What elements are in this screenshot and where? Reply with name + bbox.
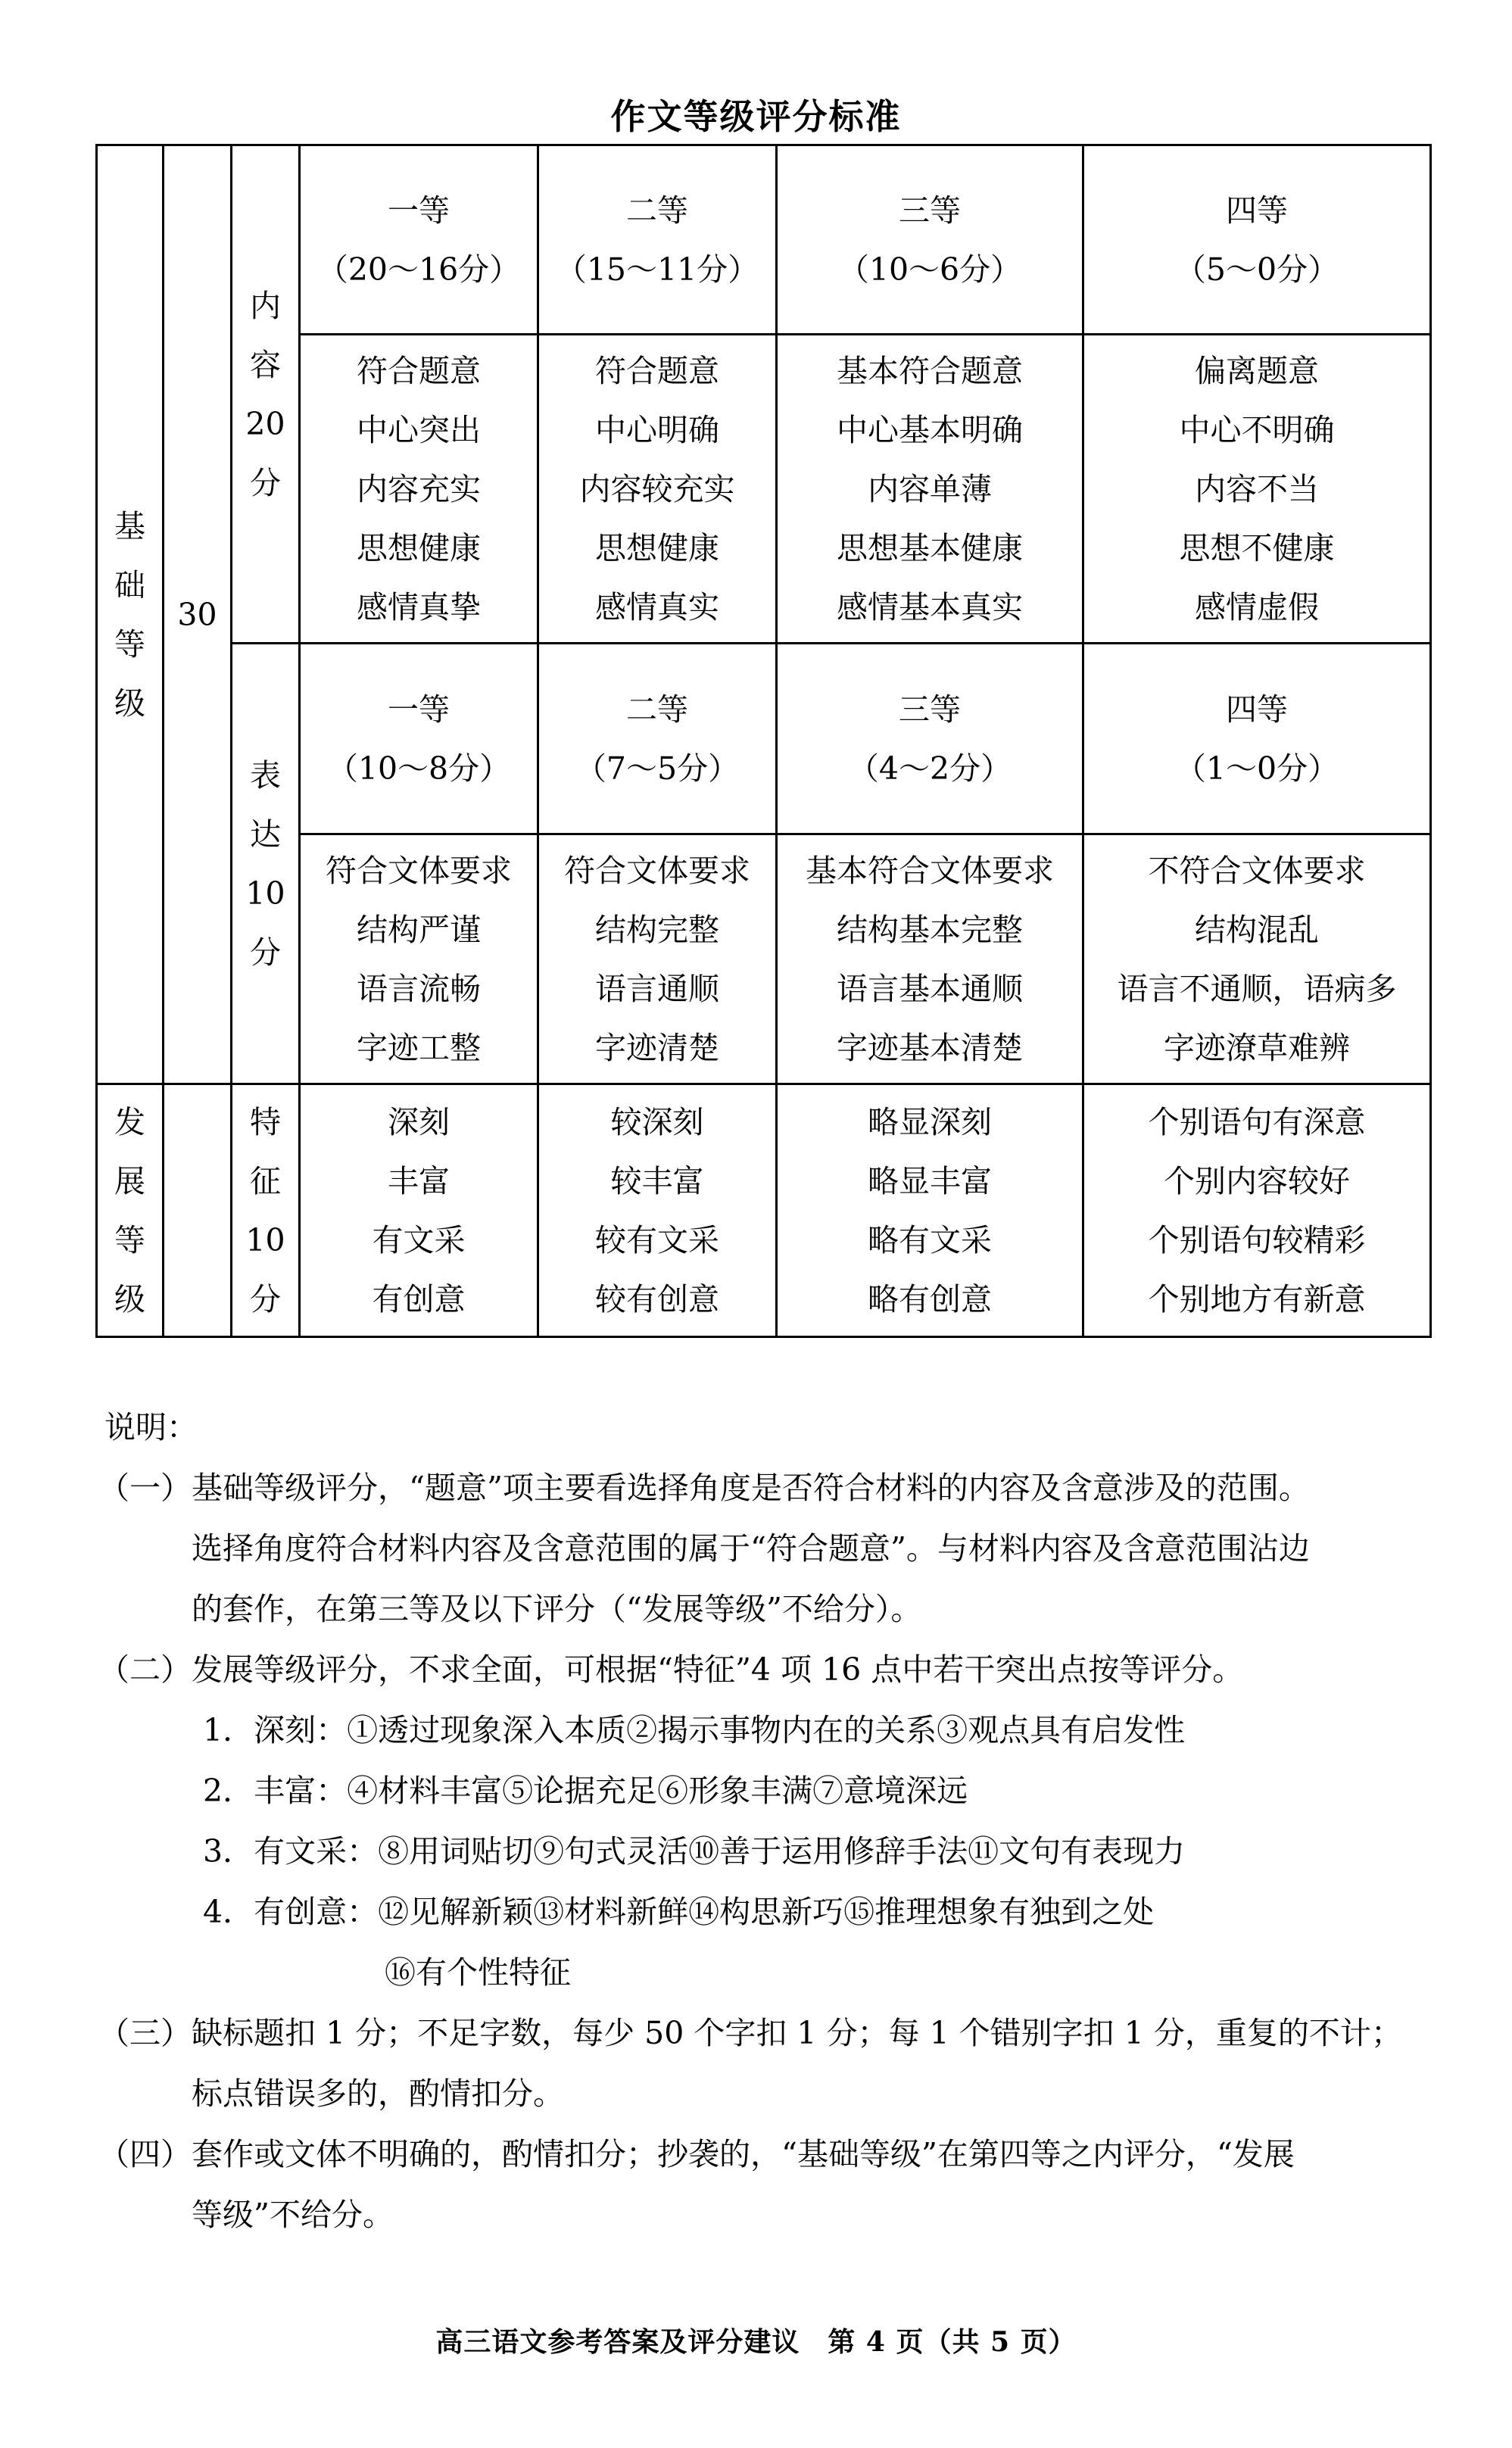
content-criteria-2: 符合题意 中心明确 内容较充实 思想健康 感情真实: [538, 335, 777, 644]
scoring-table: [95, 144, 1432, 1338]
content-label: 内 容 20 分: [232, 145, 300, 644]
note-2-item-2: 2．丰富：④材料丰富⑤论据充足⑥形象丰满⑦意境深远: [203, 1773, 968, 1809]
content-criteria-4: 偏离题意 中心不明确 内容不当 思想不健康 感情虚假: [1083, 335, 1431, 644]
expression-grade-3: 三等 （4～2分）: [777, 644, 1083, 834]
note-2-item-4-continued: ⑯有个性特征: [385, 1954, 571, 1991]
content-header-row: [97, 145, 1431, 335]
note-1-line-2: 选择角度符合材料内容及含意范围的属于“符合题意”。与材料内容及含意范围沾边: [192, 1530, 1310, 1567]
development-level-label: 发 展 等 级: [97, 1084, 164, 1337]
notes-heading: 说明：: [104, 1409, 198, 1445]
notes-section: [98, 1397, 1446, 2245]
note-1-line-1: （一）基础等级评分，“题意”项主要看选择角度是否符合材料的内容及含意涉及的范围。: [98, 1470, 1310, 1506]
expression-grade-4: 四等 （1～0分）: [1083, 644, 1431, 834]
content-grade-1: 一等 （20～16分）: [300, 145, 538, 335]
note-2-item-4: 4．有创意：⑫见解新颖⑬材料新鲜⑭构思新巧⑮推理想象有独到之处: [203, 1894, 1155, 1930]
development-criteria-3: 略显深刻 略显丰富 略有文采 略有创意: [777, 1084, 1083, 1337]
note-3-line-2: 标点错误多的，酌情扣分。: [192, 2075, 564, 2112]
expression-grade-2: 二等 （7～5分）: [538, 644, 777, 834]
content-grade-4: 四等 （5～0分）: [1083, 145, 1431, 335]
expression-criteria-1: 符合文体要求 结构严谨 语言流畅 字迹工整: [300, 834, 538, 1084]
expression-criteria-3: 基本符合文体要求 结构基本完整 语言基本通顺 字迹基本清楚: [777, 834, 1083, 1084]
page-footer: 高三语文参考答案及评分建议 第 4 页（共 5 页）: [435, 2326, 1077, 2358]
basic-score: 30: [164, 145, 232, 1084]
content-grade-3: 三等 （10～6分）: [777, 145, 1083, 335]
expression-criteria-2: 符合文体要求 结构完整 语言通顺 字迹清楚: [538, 834, 777, 1084]
note-2-item-3: 3．有文采：⑧用词贴切⑨句式灵活⑩善于运用修辞手法⑪文句有表现力: [203, 1833, 1186, 1870]
expression-grade-1: 一等 （10～8分）: [300, 644, 538, 834]
development-score-empty: [164, 1084, 232, 1337]
page-title: 作文等级评分标准: [610, 96, 902, 137]
content-grade-2: 二等 （15～11分）: [538, 145, 777, 335]
development-criteria-4: 个别语句有深意 个别内容较好 个别语句较精彩 个别地方有新意: [1083, 1084, 1431, 1337]
expression-label: 表 达 10 分: [232, 644, 300, 1084]
content-criteria-1: 符合题意 中心突出 内容充实 思想健康 感情真挚: [300, 335, 538, 644]
basic-level-label: 基 础 等 级: [97, 145, 164, 1084]
note-4-line-2: 等级”不给分。: [192, 2197, 394, 2233]
development-row: [97, 1084, 1431, 1337]
note-3-line-1: （三）缺标题扣 1 分；不足字数，每少 50 个字扣 1 分；每 1 个错别字扣 1 分，重复的不计；: [98, 2015, 1402, 2051]
development-criteria-2: 较深刻 较丰富 较有文采 较有创意: [538, 1084, 777, 1337]
expression-criteria-4: 不符合文体要求 结构混乱 语言不通顺，语病多 字迹潦草难辨: [1083, 834, 1431, 1084]
note-4-line-1: （四）套作或文体不明确的，酌情扣分；抄袭的，“基础等级”在第四等之内评分，“发展: [98, 2136, 1295, 2172]
note-2-line-1: （二）发展等级评分，不求全面，可根据“特征”4 项 16 点中若干突出点按等评分。: [98, 1651, 1244, 1688]
development-criteria-1: 深刻 丰富 有文采 有创意: [300, 1084, 538, 1337]
content-criteria-3: 基本符合题意 中心基本明确 内容单薄 思想基本健康 感情基本真实: [777, 335, 1083, 644]
note-2-item-1: 1．深刻：①透过现象深入本质②揭示事物内在的关系③观点具有启发性: [203, 1712, 1186, 1748]
expression-header-row: [97, 644, 1431, 834]
note-1-line-3: 的套作，在第三等及以下评分（“发展等级”不给分）。: [192, 1591, 922, 1627]
feature-label: 特 征 10 分: [232, 1084, 300, 1337]
